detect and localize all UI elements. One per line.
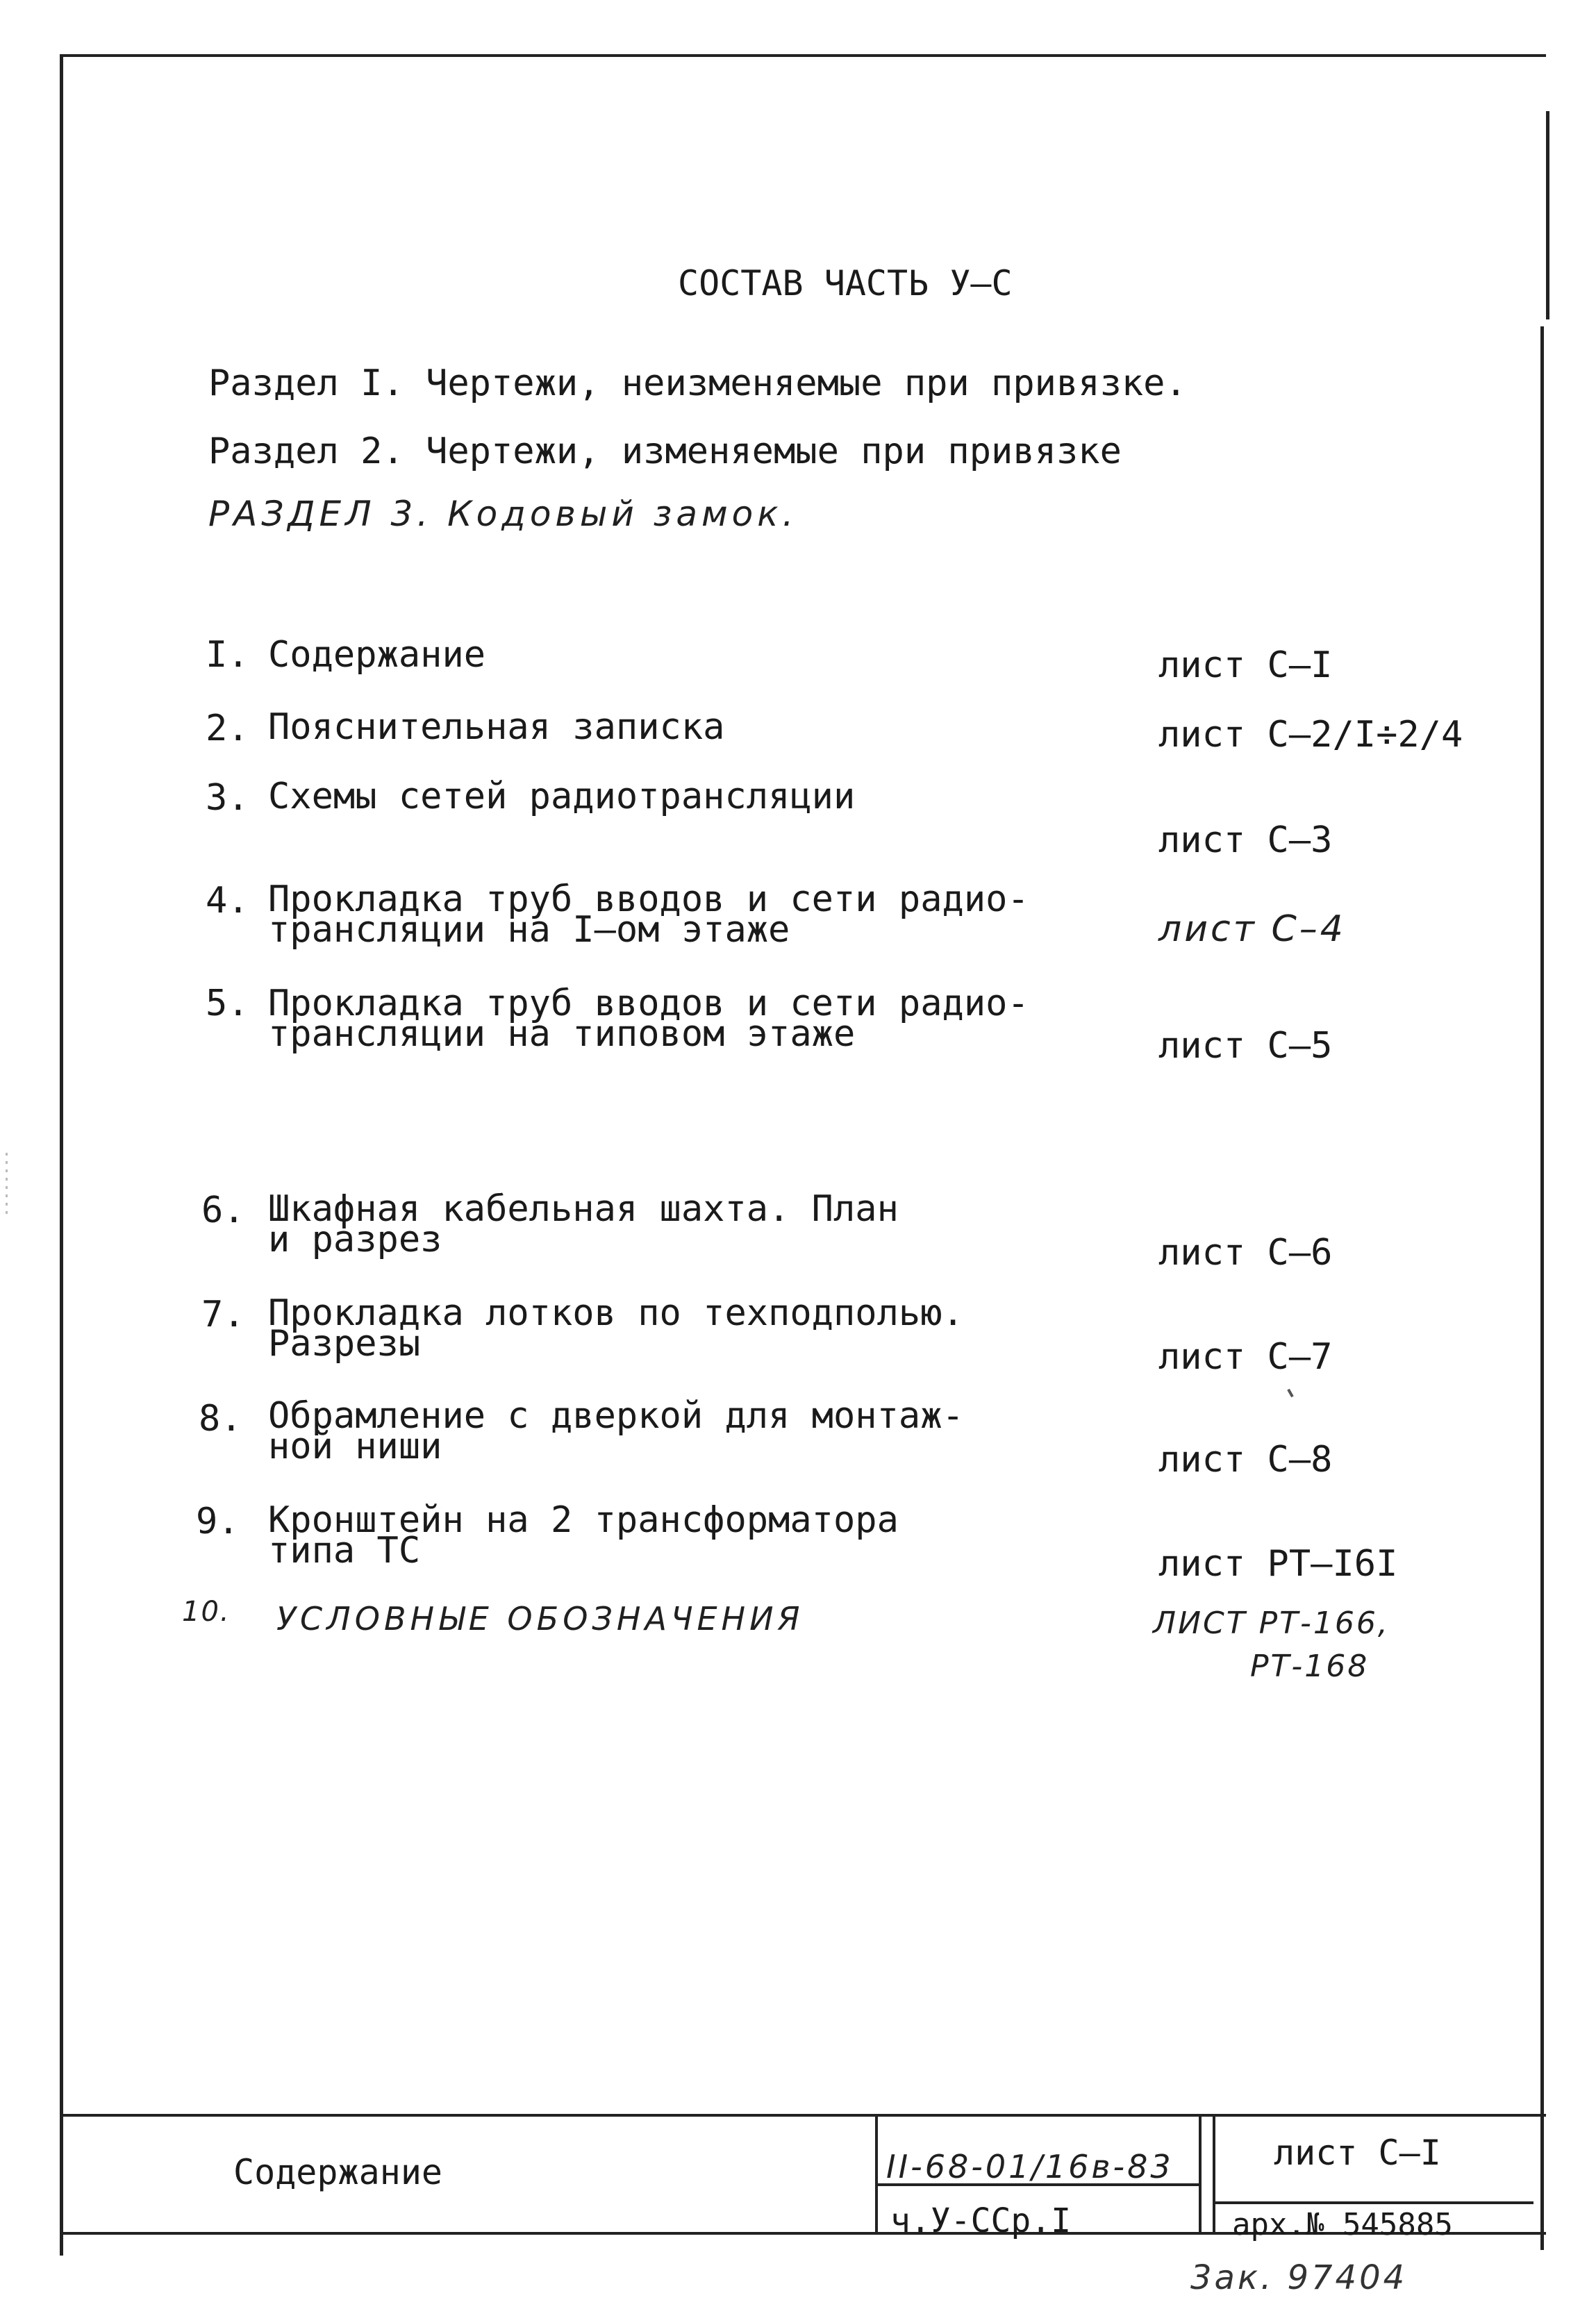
frame-top-border (60, 54, 1546, 57)
item-number: 4. (206, 880, 249, 922)
item-title-line-2: и разрез (268, 1219, 442, 1260)
section-2: Раздел 2. Чертежи, изменяемые при привязке (208, 431, 1122, 472)
item-sheet: лист РТ–I6I (1158, 1543, 1398, 1585)
item-number: 8. (199, 1398, 242, 1440)
item-title-line-2: Разрезы (268, 1323, 421, 1365)
item-title-line-2: трансляции на типовом этаже (268, 1013, 856, 1055)
item-title-line-1: Прокладка труб вводов и сети радио- (268, 878, 1029, 920)
item-sheet: лист С–6 (1158, 1232, 1333, 1274)
item-title-line-1: Прокладка лотков по техподполью. (268, 1292, 964, 1334)
stamp-sheet-divider (1214, 2201, 1533, 2204)
item-title-line-1: Шкафная кабельная шахта. План (268, 1188, 899, 1230)
item-number: 2. (206, 708, 249, 749)
page-title: СОСТАВ ЧАСТЬ У–С (678, 263, 1013, 303)
item-number: 9. (196, 1501, 240, 1542)
item-title-line-1: Кронштейн на 2 трансформатора (268, 1499, 899, 1541)
frame-right-border-lower (1540, 326, 1544, 2250)
stamp-code-line-1: II-68-01/16в-83 (886, 2148, 1174, 2185)
stamp-divider-1 (875, 2114, 878, 2233)
item-title-line-2: ной ниши (268, 1426, 442, 1467)
item-number-handwritten: 10. (182, 1596, 231, 1628)
frame-left-border (60, 54, 63, 2256)
item-title: Схемы сетей радиотрансляции (268, 776, 856, 817)
item-number: I. (206, 634, 249, 676)
item-sheet: лист С–5 (1158, 1025, 1333, 1067)
item-title: Содержание (268, 634, 486, 676)
item-sheet-handwritten: лист С–4 (1158, 908, 1346, 950)
section-1: Раздел I. Чертежи, неизменяемые при привязке. (208, 362, 1187, 404)
item-number: 7. (201, 1294, 245, 1335)
stamp-archive-number: арх.№ 545885 (1232, 2207, 1453, 2242)
item-sheet: лист С–3 (1158, 819, 1333, 861)
item-sheet-handwritten-line-1: ЛИСТ РТ-166, (1153, 1606, 1390, 1641)
stamp-sheet: лист С–I (1274, 2133, 1441, 2173)
stamp-divider-2 (1199, 2114, 1202, 2233)
stray-mark (1287, 1389, 1293, 1397)
stamp-divider-3 (1213, 2114, 1215, 2233)
order-number-handwritten: 3ак. 97404 (1190, 2258, 1408, 2297)
item-number: 6. (201, 1190, 245, 1231)
item-number: 5. (206, 983, 249, 1024)
section-3-handwritten: РАЗДЕЛ 3. Кодовый замок. (208, 494, 798, 534)
item-sheet: лист С–7 (1158, 1336, 1333, 1378)
item-title-line-1: Обрамление с дверкой для монтаж- (268, 1395, 964, 1437)
item-title: Пояснительная записка (268, 706, 725, 748)
item-sheet: лист С–8 (1158, 1439, 1333, 1481)
frame-right-border-upper (1546, 111, 1549, 319)
item-title-line-2: типа ТС (268, 1530, 421, 1572)
item-sheet-handwritten-line-2: РТ-168 (1250, 1649, 1370, 1684)
item-sheet: лист С–I (1158, 644, 1333, 686)
stamp-code-line-2: ч.У-ССр.I (890, 2201, 1072, 2240)
stamp-name: Содержание (233, 2152, 443, 2192)
item-title-line-2: трансляции на I–ом этаже (268, 909, 790, 951)
item-title-handwritten: УСЛОВНЫЕ ОБОЗНАЧЕНИЯ (276, 1600, 804, 1638)
item-number: 3. (206, 777, 249, 819)
item-sheet: лист С–2/I÷2/4 (1158, 714, 1463, 756)
stamp-top-border (60, 2114, 1546, 2117)
item-title-line-1: Прокладка труб вводов и сети радио- (268, 983, 1029, 1024)
margin-marks (6, 1153, 8, 1215)
